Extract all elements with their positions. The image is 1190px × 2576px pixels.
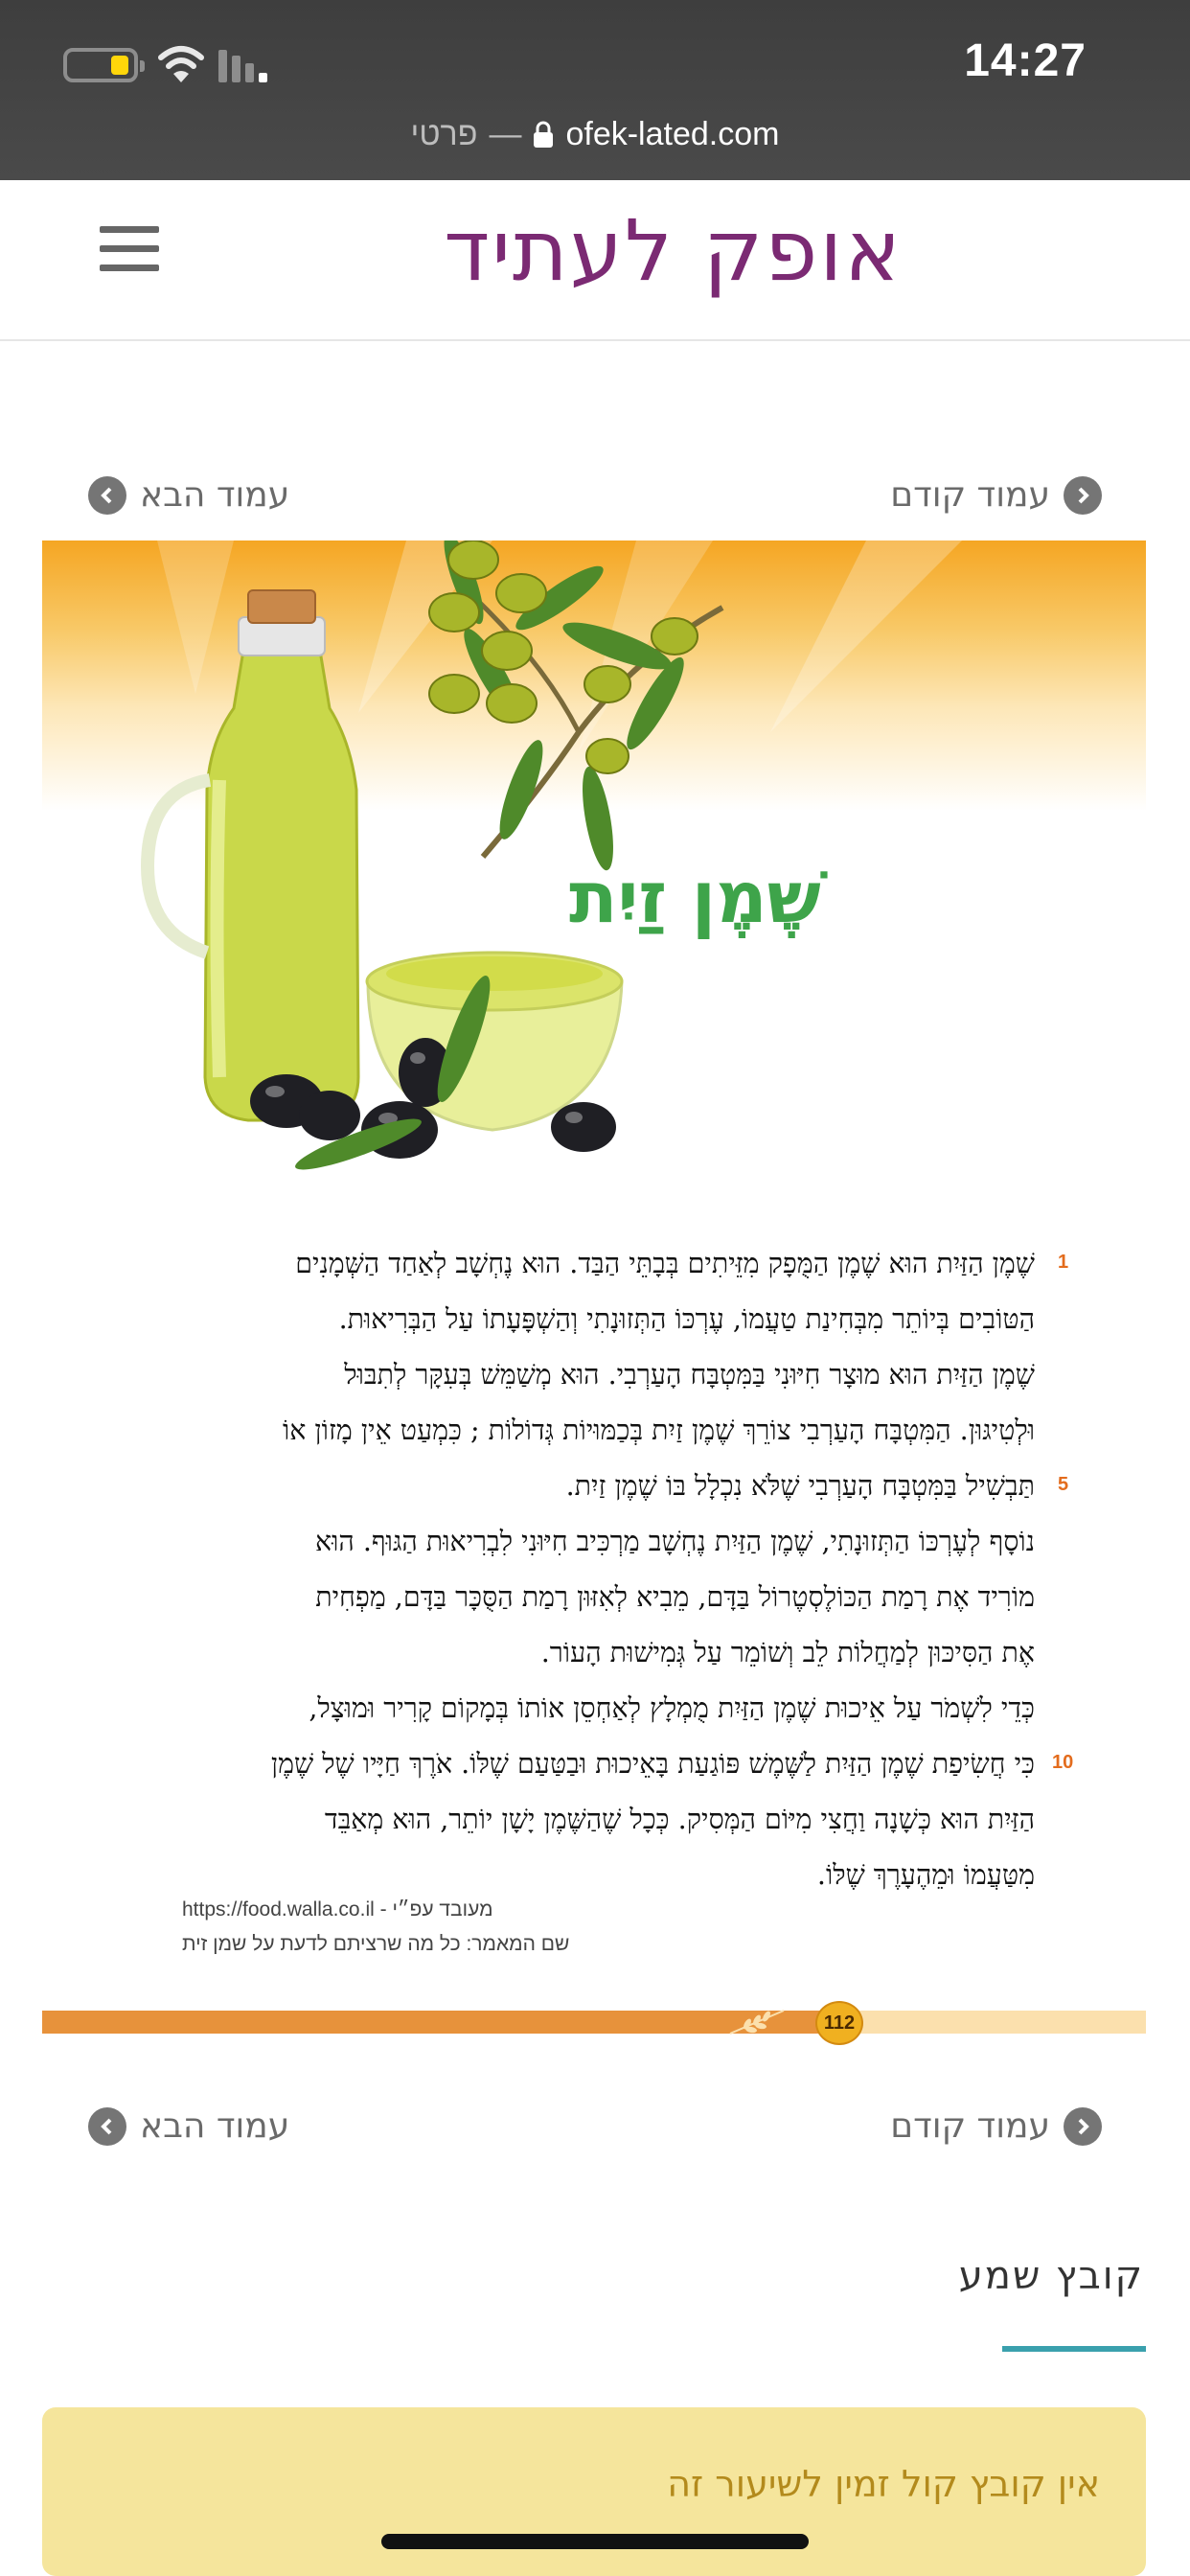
audio-title-underline xyxy=(1002,2346,1146,2352)
passage-line: תַּבְשִׁיל בַּמִּטְבָּח הָעַרְבִי שֶׁלֹּא נִכְלָל בּוֹ שֶׁמֶן זַיִת. xyxy=(565,1470,1035,1502)
audio-section-title: קובץ שמע xyxy=(958,2254,1144,2298)
next-page-label: עמוד הבא xyxy=(140,2106,290,2146)
source-url: https://food.walla.co.il - מעובד עפ״י xyxy=(182,1898,493,1920)
bottom-pager xyxy=(0,2106,1190,2164)
passage-line: הַזַּיִת הוּא כְּשָׁנָה וַחֲצִי מִיּוֹם הַמְּסִיק. כְּכָל שֶׁהַשֶּׁמֶן יָשָׁן יוֹתֵר, הוּא מְאַבֵּד xyxy=(324,1804,1035,1835)
passage-line: שֶׁמֶן הַזַּיִת הוּא מוּצָר חִיּוּנִי בַּמִּטְבָּח הָעַרְבִי. הוּא מְשַׁמֵּשׁ בְּעִקָּר לְתִבּוּל xyxy=(344,1359,1035,1391)
top-pager xyxy=(0,475,1190,533)
cellular-signal-icon xyxy=(218,48,276,82)
menu-line xyxy=(100,226,159,233)
battery-icon xyxy=(63,48,138,82)
chevron-left-circle-icon xyxy=(88,2107,126,2146)
site-header xyxy=(0,180,1190,341)
passage-line: וּלְטִיגּוּן. הַמִּטְבָּח הָעַרְבִי צוֹרֵךְ שֶׁמֶן זַיִת בְּכַמּוּיוֹת גְּדוֹלוֹת ; כִּמְעַט אֵין מָזוֹן אוֹ xyxy=(282,1414,1035,1446)
prev-page-label: עמוד קודם xyxy=(890,475,1050,515)
passage-line: הַטּוֹבִים בְּיוֹתֵר מִבְּחִינַת טַעֲמוֹ, עֶרְכּוֹ הַתְּזוּנָתִי וְהַשְׁפָּעָתוֹ עַל הַבְּרִיאוּת. xyxy=(338,1303,1035,1335)
menu-line xyxy=(100,245,159,252)
line-number: 5 xyxy=(1058,1474,1069,1495)
chevron-left-circle-icon xyxy=(88,476,126,515)
next-page-label: עמוד הבא xyxy=(140,475,290,515)
passage-line: אֶת הַסִּיכּוּן לְמַחֲלוֹת לֵב וְשׁוֹמֵר עַל גְּמִישׁוּת הָעוֹר. xyxy=(540,1637,1035,1668)
passage-line: כְּדֵי לִשְׁמֹר עַל אֵיכוּת שֶׁמֶן הַזַּיִת מֻמְלָץ לְאַחְסֵן אוֹתוֹ בְּמָקוֹם קָרִיר וּמוּצָל, xyxy=(309,1692,1035,1724)
passage-line: נוֹסָף לְעֶרְכּוֹ הַתְּזוּנָתִי, שֶׁמֶן הַזַּיִת נֶחְשָׁב מַרְכִּיב חִיּוּנִי לִבְרִיאוּת הַגּוּף. הוּא xyxy=(314,1526,1035,1557)
private-mode-label: פרטי xyxy=(410,115,478,152)
url-bar[interactable] xyxy=(0,111,1190,157)
passage-line: שֶׁמֶן הַזַּיִת הוּא שֶׁמֶן הַמֻּפָק מִזֵּיתִים בְּבָתֵּי הַבַּד. הוּא נֶחְשָׁב לְאַחַד הַשְּׁמָנִים xyxy=(295,1248,1035,1279)
next-page-button[interactable] xyxy=(88,475,289,515)
chevron-right-circle-icon xyxy=(1064,2107,1102,2146)
hamburger-menu-icon[interactable] xyxy=(100,226,159,274)
wifi-icon xyxy=(157,44,205,84)
hero-title: שֶׁמֶן זַיִת xyxy=(569,857,821,939)
next-page-button[interactable] xyxy=(88,2106,289,2146)
article-passage xyxy=(144,1236,1035,1903)
status-time: 14:27 xyxy=(964,35,1087,86)
line-number: 1 xyxy=(1058,1252,1069,1273)
audio-unavailable-notice xyxy=(42,2407,1146,2576)
lock-icon xyxy=(533,120,554,149)
passage-line: מִטַּעֲמוֹ וּמֵהֶעָרֶךְ שֶׁלּוֹ. xyxy=(816,1859,1035,1891)
source-title: שם המאמר: כל מה שרציתם לדעת על שמן זית xyxy=(182,1933,570,1955)
hero-image xyxy=(42,540,1146,1184)
prev-page-button[interactable] xyxy=(890,2106,1102,2146)
page-progress-bar xyxy=(42,2011,1146,2034)
prev-page-button[interactable] xyxy=(890,475,1102,515)
site-title[interactable]: אופק לעתיד xyxy=(444,201,903,300)
url-separator: — xyxy=(489,115,522,152)
wheat-icon xyxy=(728,2007,788,2036)
passage-line: כִּי חֲשִׂיפַת שֶׁמֶן הַזַּיִת לַשֶּׁמֶשׁ פּוֹגַעַת בָּאֵיכוּת וּבַטַּעַם שֶׁלּוֹ. אֹרֶךְ חַיָּיו שֶׁל שֶׁמֶן xyxy=(270,1748,1035,1780)
line-number: 10 xyxy=(1052,1752,1074,1773)
battery-level xyxy=(111,56,128,75)
audio-notice-text: אין קובץ קול זמין לשיעור זה xyxy=(667,2463,1100,2505)
prev-page-label: עמוד קודם xyxy=(890,2106,1050,2146)
page-number-badge: 112 xyxy=(815,2001,863,2045)
home-indicator[interactable] xyxy=(381,2534,809,2549)
browser-top-bar xyxy=(0,0,1190,180)
chevron-right-circle-icon xyxy=(1064,476,1102,515)
passage-line: מוֹרִיד אֶת רָמַת הַכּוֹלֶסְטֶרוֹל בַּדָּם, מֵבִיא לְאִזּוּן רָמַת הַסֻּכָּר בַּדָּם, מַפְחִית xyxy=(315,1581,1035,1613)
menu-line xyxy=(100,264,159,271)
url-domain: ofek-lated.com xyxy=(565,115,780,152)
